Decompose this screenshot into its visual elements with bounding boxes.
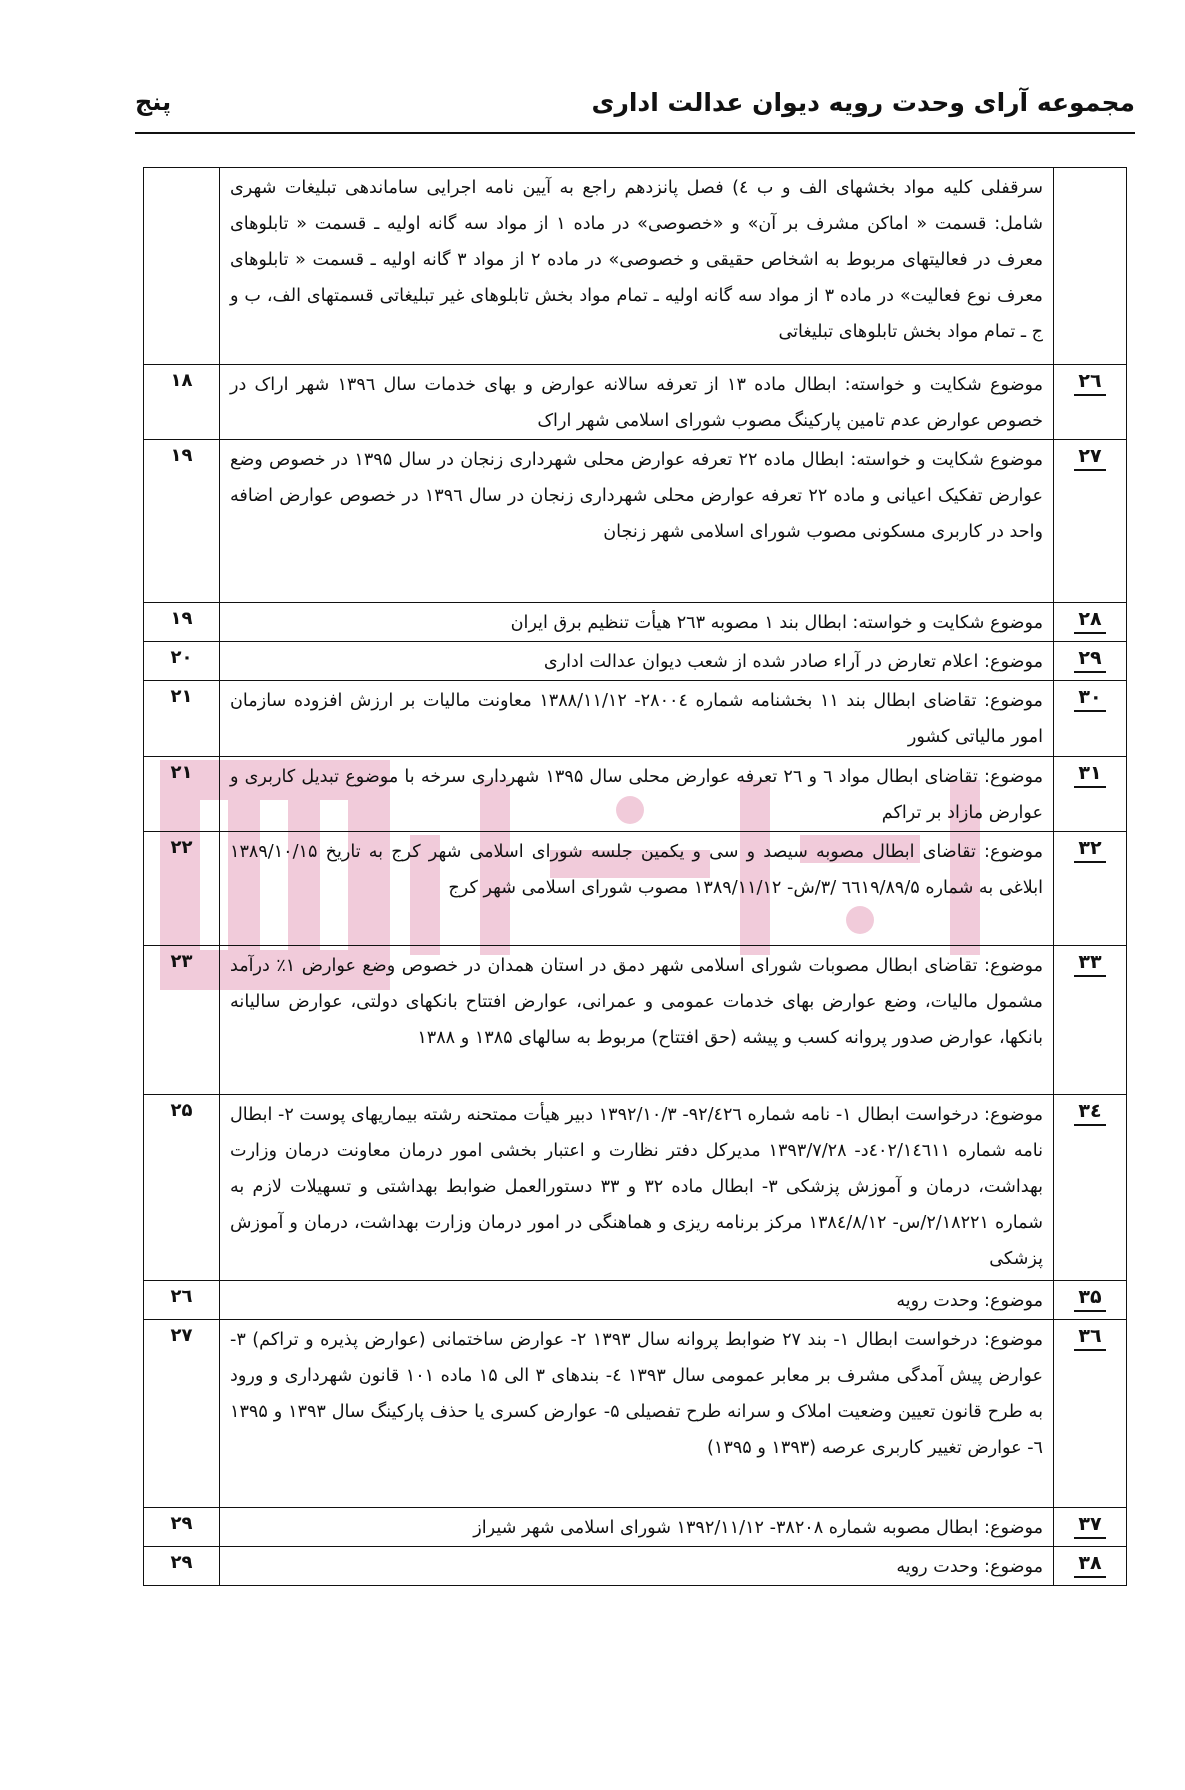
entry-page: ۱۸ xyxy=(144,365,220,440)
book-title: مجموعه آرای وحدت رویه دیوان عدالت اداری xyxy=(591,88,1135,117)
entry-page: ۲۳ xyxy=(144,946,220,1095)
table-row xyxy=(144,642,1127,681)
page-header xyxy=(135,82,1135,134)
entry-page: ۲٦ xyxy=(144,1281,220,1320)
entry-subject: موضوع: وحدت رویه xyxy=(220,1547,1054,1586)
table-row xyxy=(144,757,1127,832)
entry-subject: موضوع: درخواست ابطال ۱- بند ۲۷ ضوابط پروانه سال ۱۳۹۳ ۲- عوارض ساختمانی (عوارض پذیره و تراکم) ۳- عوارض پیش آمدگی مشرف بر معابر عمومی سال ۱۳۹۳ ٤- بندهای ۳ الی ۱۵ ماده ۱۰۱ قانون شهرداری و ورود به طرح قانون تعیین وضعیت املاک و سرانه طرح تفصیلی ۵- عوارض کسری یا حذف پارکینگ سال ۱۳۹۳ و ۱۳۹۵ ٦- عوارض تغییر کاربری عرصه (۱۳۹۳ و ۱۳۹۵) xyxy=(220,1320,1054,1508)
table-row xyxy=(144,168,1127,365)
entry-number: ۳۷ xyxy=(1054,1508,1127,1547)
entry-subject: موضوع شکایت و خواسته: ابطال ماده ۱۳ از تعرفه سالانه عوارض و بهای خدمات سال ۱۳۹٦ شهر اراک در خصوص عوارض عدم تامین پارکینگ مصوب شورای اسلامی شهر اراک xyxy=(220,365,1054,440)
entry-subject: موضوع: ابطال مصوبه شماره ۳۸۲۰۸- ۱۳۹۲/۱۱/۱۲ شورای اسلامی شهر شیراز xyxy=(220,1508,1054,1547)
entry-page xyxy=(144,168,220,365)
entry-page: ۱۹ xyxy=(144,440,220,603)
table-row xyxy=(144,603,1127,642)
table-row xyxy=(144,946,1127,1095)
table-row xyxy=(144,365,1127,440)
table-row xyxy=(144,1547,1127,1586)
entry-number: ۲۸ xyxy=(1054,603,1127,642)
entry-page: ۲۷ xyxy=(144,1320,220,1508)
entry-subject: موضوع: وحدت رویه xyxy=(220,1281,1054,1320)
entry-subject: موضوع شکایت و خواسته: ابطال بند ۱ مصوبه ۲٦۳ هیأت تنظیم برق ایران xyxy=(220,603,1054,642)
table-row xyxy=(144,1320,1127,1508)
entry-number: ۳۸ xyxy=(1054,1547,1127,1586)
contents-table xyxy=(143,167,1127,1586)
entry-page: ۲۹ xyxy=(144,1547,220,1586)
entry-number: ۳٤ xyxy=(1054,1095,1127,1281)
entry-number: ۳۰ xyxy=(1054,681,1127,757)
entry-page: ۲۱ xyxy=(144,757,220,832)
page-number-label: پنج xyxy=(135,88,172,116)
table-row xyxy=(144,832,1127,946)
entry-subject: موضوع: درخواست ابطال ۱- نامه شماره ۹۲/٤۲٦- ۱۳۹۲/۱۰/۳ دبیر هیأت ممتحنه رشته بیماریهای پوست ۲- ابطال نامه شماره ٤۰۲/۱٤٦۱۱د- ۱۳۹۳/۷/۲۸ مدیرکل دفتر نظارت و اعتبار بخشی امور درمان معاونت درمان وزارت بهداشت، درمان و آموزش پزشکی ۳- ابطال ماده ۳۲ و ۳۳ دستورالعمل ضوابط بهداشتی و تسهیلات لازم به شماره ۲/۱۸۲۲۱/س- ۱۳۸٤/۸/۱۲ مرکز برنامه ریزی و هماهنگی در امور درمان وزارت بهداشت، درمان و آموزش پزشکی xyxy=(220,1095,1054,1281)
table-row xyxy=(144,681,1127,757)
table-row xyxy=(144,1281,1127,1320)
entry-page: ۲۰ xyxy=(144,642,220,681)
entry-subject: موضوع: تقاضای ابطال مصوبه سیصد و سی و یکمین جلسه شورای اسلامی شهر کرج به تاریخ ۱۳۸۹/۱۰/۱۵ ابلاغی به شماره ٦٦۱۹/۸۹/۵ /۳/ش- ۱۳۸۹/۱۱/۱۲ مصوب شورای اسلامی شهر کرج xyxy=(220,832,1054,946)
entry-page: ۲۹ xyxy=(144,1508,220,1547)
entry-number: ۳۳ xyxy=(1054,946,1127,1095)
entry-number: ۲۹ xyxy=(1054,642,1127,681)
entry-subject: سرقفلی کلیه مواد بخشهای الف و ب ٤) فصل پانزدهم راجع به آیین نامه اجرایی ساماندهی تبلیغات شهری شامل: قسمت « اماکن مشرف بر آن» و «خصوصی» در ماده ۱ از مواد سه گانه اولیه ـ قسمت « تابلوهای معرف در فعالیتهای مربوط به اشخاص حقیقی و خصوصی» در ماده ۲ از مواد ۳ گانه اولیه ـ قسمت « تابلوهای معرف نوع فعالیت» در ماده ۳ از مواد سه گانه اولیه ـ تمام مواد بخش تابلوهای غیر تبلیغاتی قسمتهای الف، ب و ج ـ تمام مواد بخش تابلوهای تبلیغاتی xyxy=(220,168,1054,365)
entry-subject: موضوع: تقاضای ابطال مصوبات شورای اسلامی شهر دمق در استان همدان در خصوص وضع عوارض ۱٪ درآمد مشمول مالیات، وضع عوارض بهای خدمات عمومی و عمرانی، عوارض افتتاح بانکهای دولتی، عوارض سالیانه بانکها، عوارض صدور پروانه کسب و پیشه (حق افتتاح) مربوط به سالهای ۱۳۸۵ و ۱۳۸۸ xyxy=(220,946,1054,1095)
entry-number: ۳۵ xyxy=(1054,1281,1127,1320)
entry-subject: موضوع: اعلام تعارض در آراء صادر شده از شعب دیوان عدالت اداری xyxy=(220,642,1054,681)
entry-number: ۲٦ xyxy=(1054,365,1127,440)
entry-number: ۳٦ xyxy=(1054,1320,1127,1508)
entry-number xyxy=(1054,168,1127,365)
entry-number: ۲۷ xyxy=(1054,440,1127,603)
entry-page: ۲۲ xyxy=(144,832,220,946)
entry-subject: موضوع: تقاضای ابطال مواد ٦ و ۲٦ تعرفه عوارض محلی سال ۱۳۹۵ شهرداری سرخه با موضوع تبدیل کاربری و عوارض مازاد بر تراکم xyxy=(220,757,1054,832)
entry-subject: موضوع: تقاضای ابطال بند ۱۱ بخشنامه شماره ۲۸۰۰٤- ۱۳۸۸/۱۱/۱۲ معاونت مالیات بر ارزش افزوده سازمان امور مالیاتی کشور xyxy=(220,681,1054,757)
entry-number: ۳۲ xyxy=(1054,832,1127,946)
entry-page: ۱۹ xyxy=(144,603,220,642)
entry-subject: موضوع شکایت و خواسته: ابطال ماده ۲۲ تعرفه عوارض محلی شهرداری زنجان در سال ۱۳۹۵ در خصوص وضع عوارض تفکیک اعیانی و ماده ۲۲ تعرفه عوارض محلی شهرداری زنجان در سال ۱۳۹٦ در خصوص عوارض اضافه واحد در کاربری مسکونی مصوب شورای اسلامی شهر زنجان xyxy=(220,440,1054,603)
table-row xyxy=(144,1508,1127,1547)
table-row xyxy=(144,440,1127,603)
table-row xyxy=(144,1095,1127,1281)
entry-page: ۲۵ xyxy=(144,1095,220,1281)
entry-page: ۲۱ xyxy=(144,681,220,757)
entry-number: ۳۱ xyxy=(1054,757,1127,832)
